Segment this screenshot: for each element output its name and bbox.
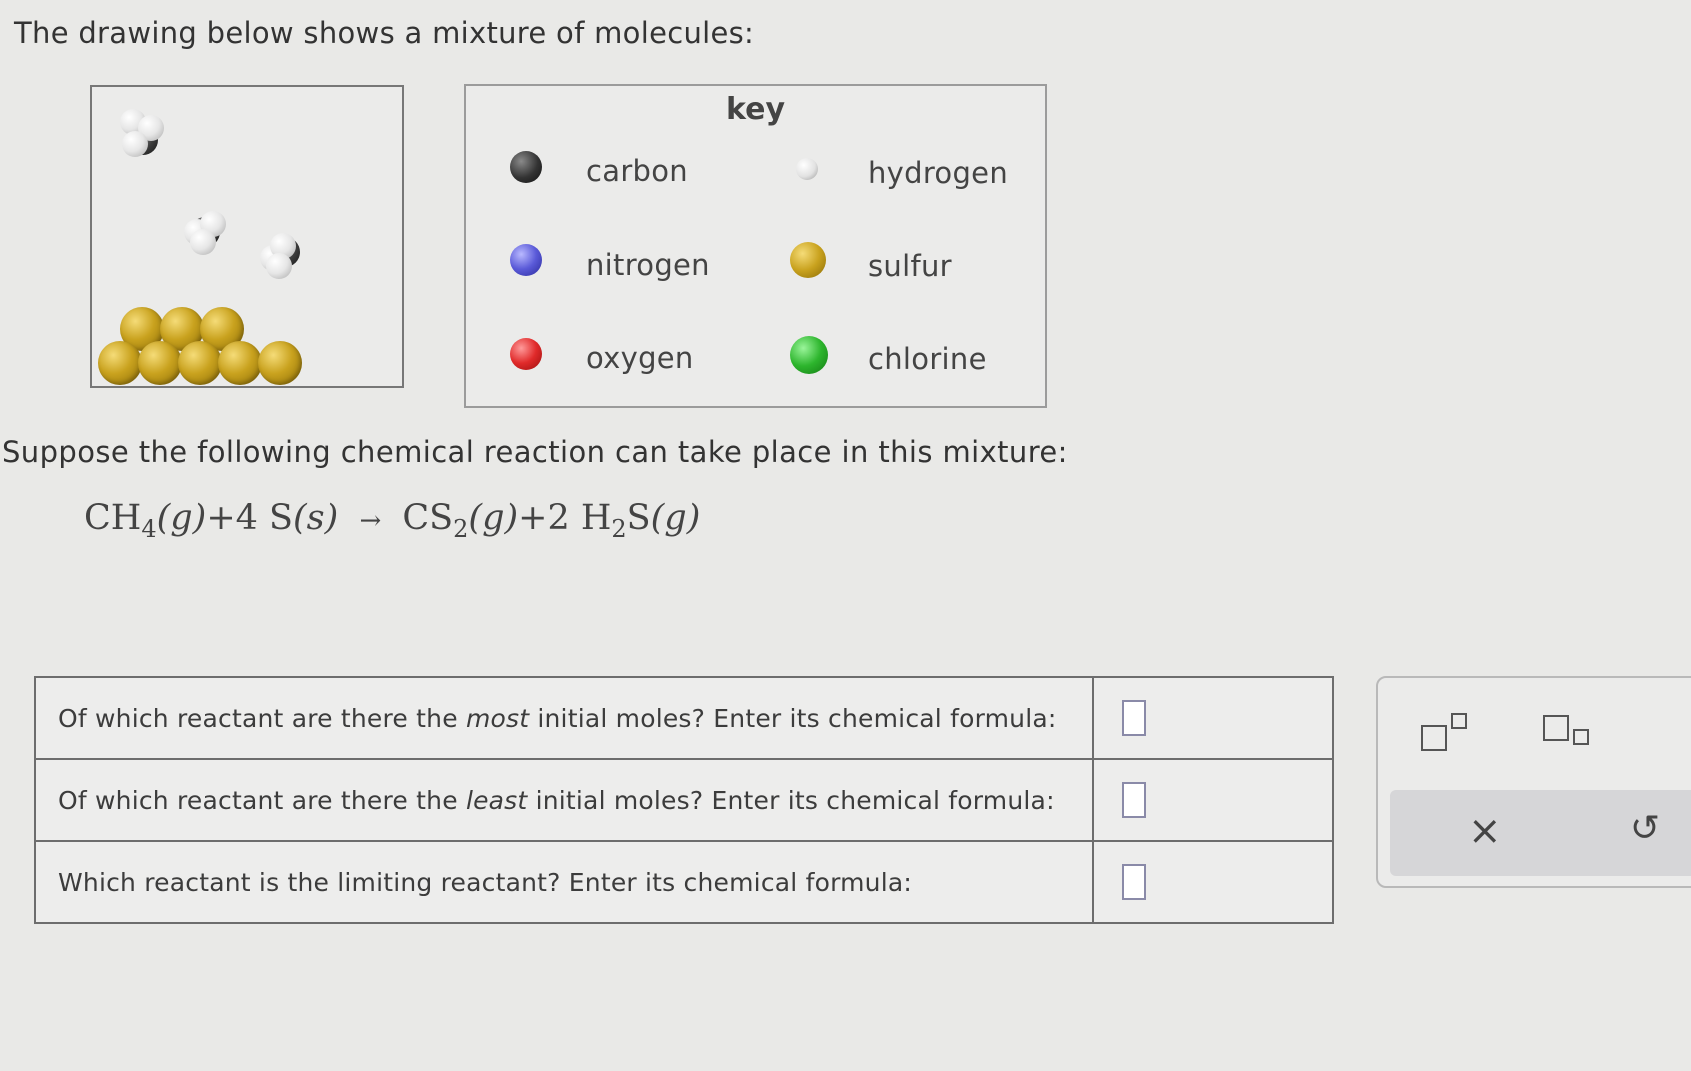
least-moles-answer-input[interactable] bbox=[1122, 782, 1146, 818]
question-row bbox=[35, 841, 1333, 923]
molecule-drawing bbox=[90, 85, 404, 388]
hydrogen-swatch bbox=[796, 158, 818, 180]
math-tool-panel bbox=[1376, 676, 1691, 888]
sulfur-atom bbox=[98, 341, 142, 385]
question-text-part: initial moles? Enter its chemical formula: bbox=[527, 785, 1055, 815]
eq-product-2: 2 H bbox=[547, 498, 612, 538]
sulfur-atom bbox=[178, 341, 222, 385]
question-row bbox=[35, 759, 1333, 841]
eq-subscript: 2 bbox=[611, 515, 627, 543]
hydrogen-atom bbox=[190, 229, 216, 255]
eq-state: (s) bbox=[293, 498, 339, 538]
key-title: key bbox=[725, 92, 786, 127]
question-text-part: Of which reactant are there the bbox=[58, 785, 466, 815]
question-emphasis: most bbox=[465, 703, 530, 733]
intro-text: The drawing below shows a mixture of molecules: bbox=[14, 16, 755, 50]
superscript-button[interactable] bbox=[1418, 708, 1478, 758]
legend-label-hydrogen: hydrogen bbox=[868, 156, 1009, 190]
superscript-icon bbox=[1418, 708, 1478, 758]
sulfur-atom bbox=[138, 341, 182, 385]
most-moles-answer-input[interactable] bbox=[1122, 700, 1146, 736]
legend-label-sulfur: sulfur bbox=[868, 249, 952, 283]
eq-state: (g) bbox=[650, 498, 701, 538]
eq-product-2-rest: S bbox=[626, 498, 651, 538]
question-text bbox=[35, 677, 1093, 759]
eq-reactant-1: CH bbox=[84, 498, 142, 538]
question-emphasis: least bbox=[465, 785, 528, 815]
eq-plus: + bbox=[518, 498, 548, 538]
legend-label-nitrogen: nitrogen bbox=[586, 248, 710, 282]
atom-key bbox=[464, 84, 1047, 408]
question-text bbox=[35, 841, 1093, 923]
hydrogen-atom bbox=[266, 253, 292, 279]
eq-reactant-2: 4 S bbox=[235, 498, 294, 538]
sulfur-atom bbox=[258, 341, 302, 385]
nitrogen-swatch bbox=[510, 244, 542, 276]
limiting-reactant-answer-input[interactable] bbox=[1122, 864, 1146, 900]
reaction-intro-text: Suppose the following chemical reaction can take place in this mixture: bbox=[2, 435, 1068, 469]
sulfur-swatch bbox=[790, 242, 826, 278]
sulfur-atom bbox=[218, 341, 262, 385]
answer-cell bbox=[1093, 841, 1333, 923]
answer-cell bbox=[1093, 677, 1333, 759]
undo-button[interactable]: ↺ bbox=[1630, 808, 1661, 849]
reaction-arrow-icon: → bbox=[359, 506, 382, 536]
questions-table bbox=[34, 676, 1334, 924]
eq-subscript: 2 bbox=[453, 515, 469, 543]
carbon-swatch bbox=[510, 151, 542, 183]
subscript-button[interactable] bbox=[1540, 708, 1600, 758]
chlorine-swatch bbox=[790, 336, 828, 374]
oxygen-swatch bbox=[510, 338, 542, 370]
question-text-part: initial moles? Enter its chemical formula: bbox=[529, 703, 1057, 733]
answer-cell bbox=[1093, 759, 1333, 841]
eq-state: (g) bbox=[156, 498, 207, 538]
eq-plus: + bbox=[206, 498, 236, 538]
legend-label-chlorine: chlorine bbox=[868, 342, 987, 376]
eq-product-1: CS bbox=[402, 498, 454, 538]
question-text-part: Which reactant is the limiting reactant? Enter its chemical formula: bbox=[58, 867, 913, 897]
clear-button[interactable]: × bbox=[1468, 808, 1502, 854]
eq-state: (g) bbox=[468, 498, 519, 538]
question-text bbox=[35, 759, 1093, 841]
legend-label-carbon: carbon bbox=[586, 154, 688, 188]
hydrogen-atom bbox=[122, 131, 148, 157]
tool-action-bar bbox=[1390, 790, 1691, 876]
question-row bbox=[35, 677, 1333, 759]
chemical-equation bbox=[84, 498, 700, 543]
question-text-part: Of which reactant are there the bbox=[58, 703, 466, 733]
eq-subscript: 4 bbox=[141, 515, 157, 543]
legend-label-oxygen: oxygen bbox=[586, 341, 694, 375]
subscript-icon bbox=[1540, 708, 1600, 758]
